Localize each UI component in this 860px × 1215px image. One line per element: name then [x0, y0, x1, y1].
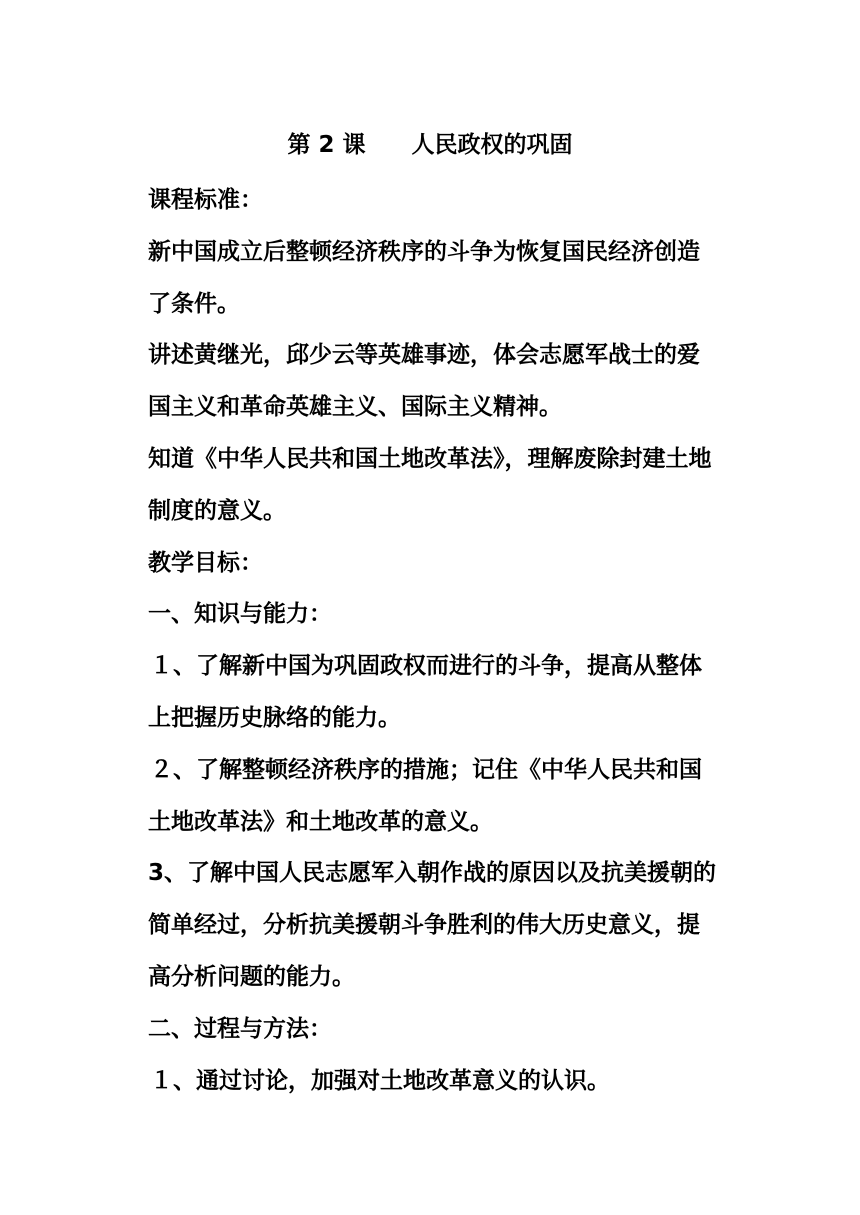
- list-item-line: 上把握历史脉络的能力。: [148, 704, 401, 731]
- list-item-line: 土地改革法》和土地改革的意义。: [148, 808, 493, 835]
- list-item-line: 简单经过，分析抗美援朝斗争胜利的伟大历史意义，提: [148, 912, 700, 939]
- document-body: [148, 175, 728, 1107]
- list-item-line: １、通过讨论，加强对土地改革意义的认识。: [150, 1067, 610, 1094]
- section-heading-curriculum-standard: 课程标准：: [148, 187, 263, 213]
- paragraph-line: 制度的意义。: [148, 497, 286, 524]
- subsection-heading: 一、知识与能力：: [148, 601, 332, 628]
- paragraph-line: 国主义和革命英雄主义、国际主义精神。: [148, 394, 562, 421]
- page-title: 第 2 课 人民政权的巩固: [287, 132, 573, 158]
- paragraph-line: 知道《中华人民共和国土地改革法》，理解废除封建土地: [148, 445, 712, 472]
- list-item-line: 3、了解中国人民志愿军入朝作战的原因以及抗美援朝的: [148, 860, 717, 887]
- paragraph-line: 新中国成立后整顿经济秩序的斗争为恢复国民经济创造: [148, 238, 700, 265]
- subsection-heading: 二、过程与方法：: [148, 1015, 332, 1042]
- list-item-line: １、了解新中国为巩固政权而进行的斗争，提高从整体: [150, 653, 702, 680]
- paragraph-line: 讲述黄继光，邱少云等英雄事迹，体会志愿军战士的爱: [148, 342, 700, 369]
- list-item-line: 高分析问题的能力。: [148, 963, 355, 990]
- list-item-line: ２、了解整顿经济秩序的措施；记住《中华人民共和国: [150, 756, 702, 783]
- section-heading-teaching-goals: 教学目标：: [148, 549, 263, 576]
- paragraph-line: 了条件。: [148, 290, 240, 317]
